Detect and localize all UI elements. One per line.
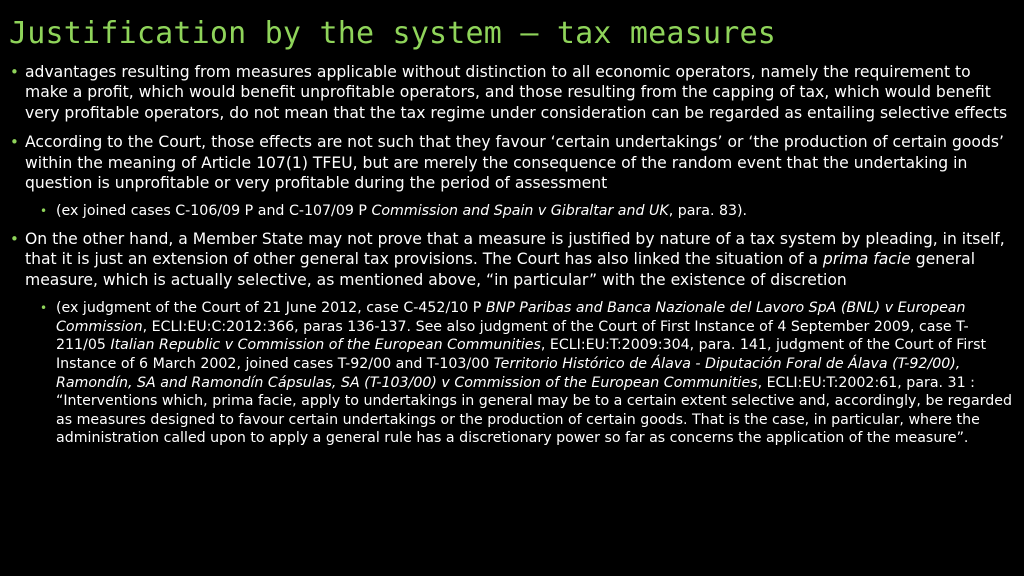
bullet-court-view — [8, 132, 1016, 193]
citation-text: , ECLI:EU:T:2002:61, para. 31 : “Interventions which, prima facie, apply to undertakings in general may be to a certain extent selective and, accordingly, be regarded as measures designed to favour certain undertakings or the production of certain goods. That is the case, in particular, where the administration called upon to apply a general rule has a discretionary power so far as concerns the application of the measure”. — [56, 374, 1012, 447]
citation-text: , ECLI:EU:C:2012:366, paras 136-137. See also judgment of the Court of First Instance of 4 September 2009, case T-211/05 — [56, 318, 969, 354]
sub-bullet-gibraltar-citation — [8, 202, 1016, 221]
slide-title: Justification by the system – tax measures — [9, 16, 776, 51]
case-name: Territorio Histórico de Álava - Diputación Foral de Álava (T-92/00), Ramondín, SA and Ramondín Cápsulas, SA (T-103/00) v Commission of the European Communities — [56, 356, 961, 391]
sub-bullet-dot: • — [40, 301, 48, 316]
citation-text: , para. 83). — [668, 203, 748, 220]
bullet-text: According to the Court, those effects are not such that they favour ‘certain undertakings’ or ‘the production of certain goods’ within the meaning of Article 107(1) TFEU, but are merely the consequence of the random event that the undertaking in question is unprofitable or very profitable during the period of assessment — [25, 133, 1004, 193]
citation-text: , ECLI:EU:T:2009:304, para. 141, judgment of the Court of First Instance of 6 March 2002, joined cases T-92/00 and T-103/00 — [56, 337, 987, 373]
sub-bullet-bnp-citation — [8, 299, 1016, 448]
emphasis-text: prima facie — [822, 250, 911, 269]
case-name: Italian Republic v Commission of the European Communities — [110, 337, 541, 354]
sub-bullet-dot: • — [40, 204, 48, 219]
bullet-member-state-justification — [8, 229, 1016, 290]
bullet-dot: • — [10, 133, 19, 152]
case-name: BNP Paribas and Banca Nazionale del Lavoro SpA (BNL) v European Commission — [56, 300, 966, 335]
bullet-text: On the other hand, a Member State may not prove that a measure is justified by nature of a tax system by pleading, in itself, that it is just an extension of other general tax provisions. The Court has also linked the situation of a — [25, 230, 1005, 269]
citation-text: (ex joined cases C-106/09 P and C-107/09 P — [56, 203, 372, 220]
bullet-dot: • — [10, 63, 19, 81]
bullet-text: advantages resulting from measures applicable without distinction to all economic operators, namely the requirement to make a profit, which would benefit unprofitable operators, and those resulting from the capping of tax, which would benefit very profitable operators, do not mean that the tax regime under consideration can be regarded as entailing selective effects — [25, 63, 1008, 122]
bullet-text: general measure, which is actually selective, as mentioned above, “in particular” with the existence of discretion — [25, 250, 976, 289]
bullet-dot: • — [10, 230, 19, 249]
slide-content — [8, 62, 1016, 456]
bullet-selective-effects — [8, 62, 1016, 123]
citation-text: (ex judgment of the Court of 21 June 2012, case C-452/10 P — [56, 300, 486, 317]
case-name: Commission and Spain v Gibraltar and UK — [371, 203, 669, 220]
